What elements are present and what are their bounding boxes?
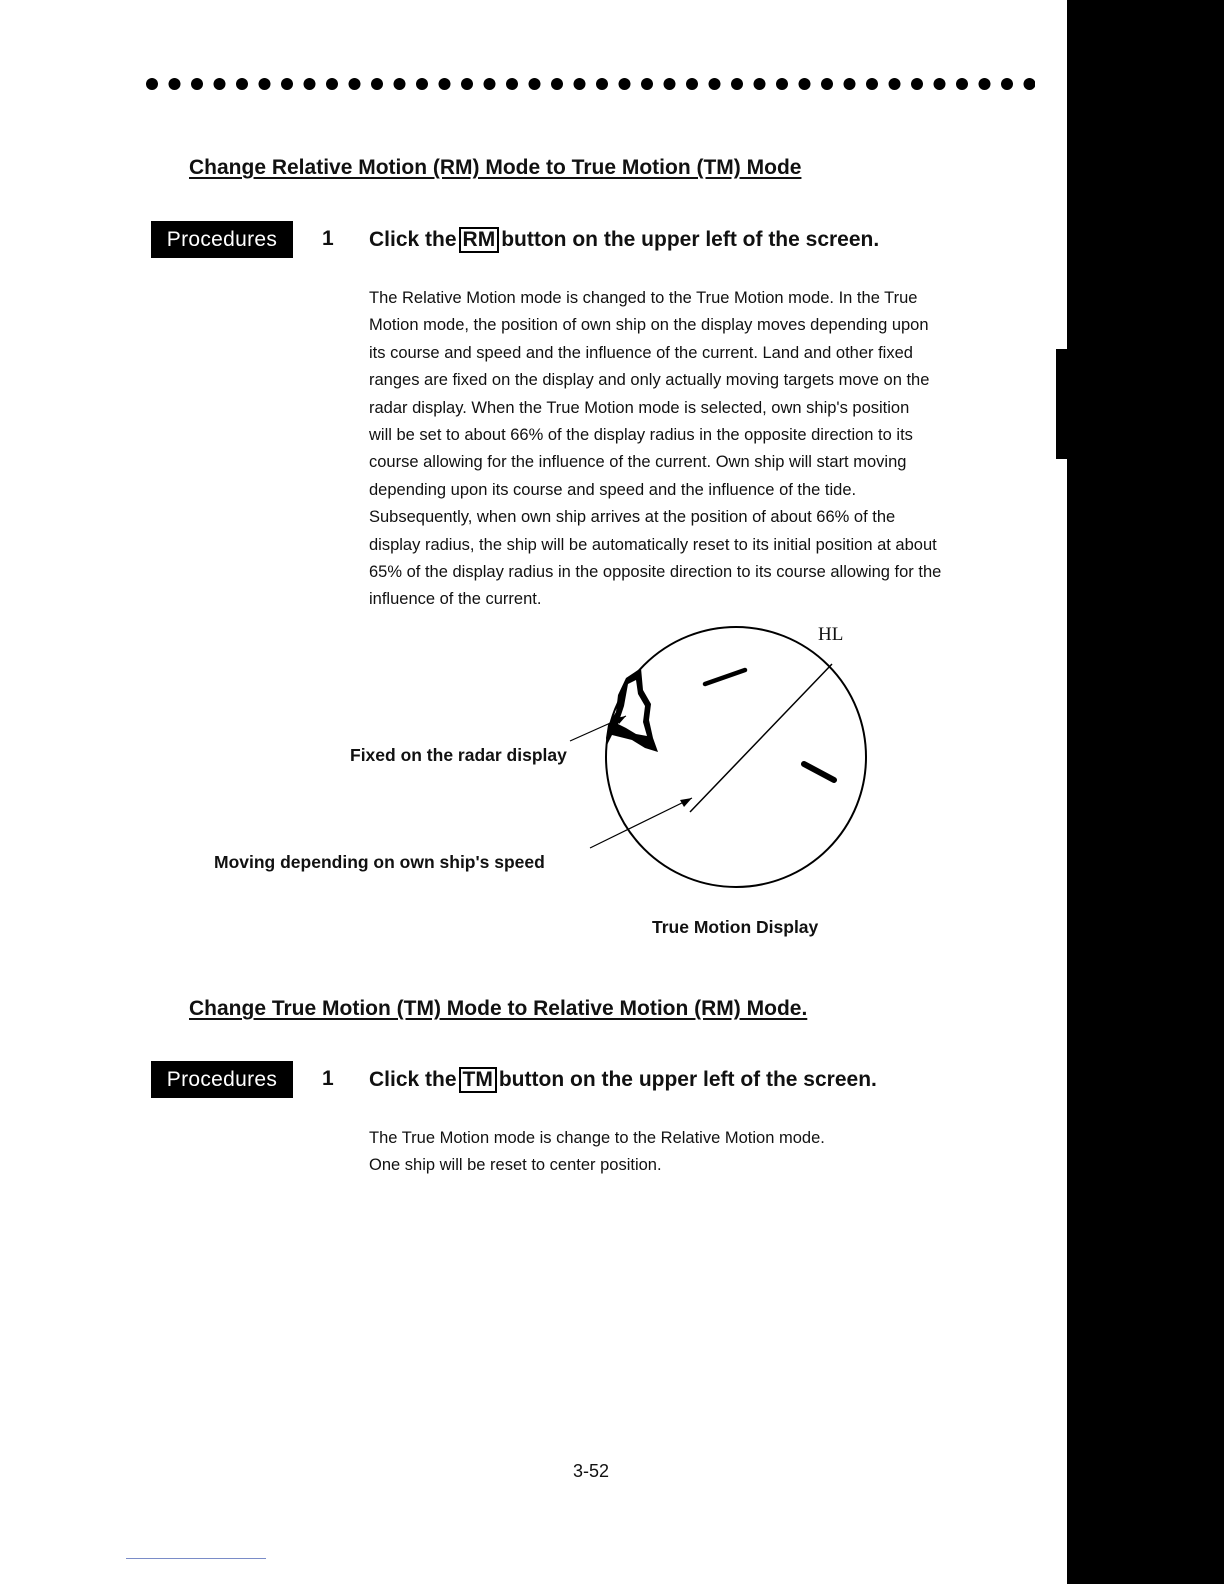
separator-dot [439, 78, 451, 90]
separator-dot [214, 78, 226, 90]
separator-dot [506, 78, 518, 90]
paragraph-line: will be set to about 66% of the display radius in the opposite direction to its [369, 426, 913, 445]
separator-dot [664, 78, 676, 90]
step-text-pre: Click the [369, 1068, 457, 1091]
paragraph-line: One ship will be reset to center position. [369, 1156, 662, 1175]
step-number: 1 [322, 227, 334, 250]
step-text-post: button on the upper left of the screen. [498, 1068, 877, 1091]
paragraph-line: radar display. When the True Motion mode is selected, own ship's position [369, 398, 910, 417]
separator-dot [866, 78, 878, 90]
separator-dot [641, 78, 653, 90]
separator-dot [731, 78, 743, 90]
landmass-interior [618, 680, 647, 736]
hl-label: HL [818, 624, 844, 645]
section-title-tm-to-rm: Change True Motion (TM) Mode to Relative Motion (RM) Mode. [189, 997, 808, 1020]
separator-dot [259, 78, 271, 90]
separator-dot [371, 78, 383, 90]
separator-dot [934, 78, 946, 90]
paragraph-line: 65% of the display radius in the opposite direction to its course allowing for the [369, 563, 942, 582]
paragraph-line: The Relative Motion mode is changed to the True Motion mode. In the True [369, 289, 918, 307]
separator-dot [596, 78, 608, 90]
separator-dot [191, 78, 203, 90]
page-number: 3-52 [572, 1461, 610, 1481]
tm-button-key: TM [459, 1067, 497, 1093]
separator-dot [979, 78, 991, 90]
paragraph-line: depending upon its course and speed and the influence of the tide. [369, 480, 857, 499]
separator-dot [169, 78, 181, 90]
step-number: 1 [322, 1067, 334, 1090]
separator-dot [529, 78, 541, 90]
fixed-label: Fixed on the radar display [350, 745, 567, 765]
step-text-post: button on the upper left of the screen. [501, 228, 880, 251]
section1-paragraph [369, 285, 1039, 614]
separator-dot [1001, 78, 1013, 90]
step-text-pre: Click the [369, 228, 457, 251]
separator-dot [709, 78, 721, 90]
paragraph-line: The True Motion mode is change to the Relative Motion mode. [369, 1129, 825, 1147]
separator-dot [326, 78, 338, 90]
paragraph-line: display radius, the ship will be automatically reset to its initial position at about [369, 535, 937, 554]
separator-dot [844, 78, 856, 90]
separator-dot [484, 78, 496, 90]
separator-dot [349, 78, 361, 90]
separator-dot [236, 78, 248, 90]
separator-dot [821, 78, 833, 90]
separator-dot [1024, 78, 1036, 90]
separator-dot [619, 78, 631, 90]
separator-dot [304, 78, 316, 90]
heading-line [690, 664, 832, 812]
separator-dot [799, 78, 811, 90]
separator-dot [911, 78, 923, 90]
leader-arrow-moving [680, 798, 692, 807]
step-instruction [369, 227, 879, 253]
separator-dot [754, 78, 766, 90]
page-edge-black-bar [1067, 0, 1224, 1584]
leader-arrow-fixed [616, 716, 626, 724]
separator-dot [394, 78, 406, 90]
separator-dot [281, 78, 293, 90]
thumb-index-tab [1056, 349, 1070, 459]
procedures-badge: Procedures [151, 1061, 293, 1098]
procedures-badge: Procedures [151, 221, 293, 258]
separator-dot [889, 78, 901, 90]
moving-label: Moving depending on own ship's speed [214, 852, 545, 872]
rm-button-key: RM [459, 227, 500, 253]
separator-dot [776, 78, 788, 90]
moving-target-2 [804, 764, 834, 780]
paragraph-line: ranges are fixed on the display and only actually moving targets move on the [369, 371, 930, 390]
paragraph-line: course allowing for the influence of the current. Own ship will start moving [369, 453, 907, 472]
leader-line-fixed [570, 716, 626, 741]
fixed-landmass [606, 668, 658, 752]
separator-dot [146, 78, 158, 90]
moving-target-1 [705, 670, 745, 684]
separator-dot [461, 78, 473, 90]
separator-dot [551, 78, 563, 90]
separator-dot [416, 78, 428, 90]
paragraph-line: its course and speed and the influence of the current. Land and other fixed [369, 343, 913, 362]
paragraph-line: Subsequently, when own ship arrives at the position of about 66% of the [369, 508, 896, 527]
separator-dot [574, 78, 586, 90]
radar-display-circle [606, 627, 866, 887]
section-title-rm-to-tm: Change Relative Motion (RM) Mode to True Motion (TM) Mode [189, 156, 802, 179]
separator-dot [956, 78, 968, 90]
paragraph-line: influence of the current. [369, 590, 542, 609]
footer-rule [126, 1558, 266, 1559]
leader-line-moving [590, 798, 692, 848]
section2-paragraph [369, 1125, 1039, 1180]
dotted-separator [140, 72, 1035, 96]
figure-caption: True Motion Display [652, 917, 819, 937]
step-instruction [369, 1067, 877, 1093]
separator-dot [686, 78, 698, 90]
paragraph-line: Motion mode, the position of own ship on the display moves depending upon [369, 316, 929, 335]
